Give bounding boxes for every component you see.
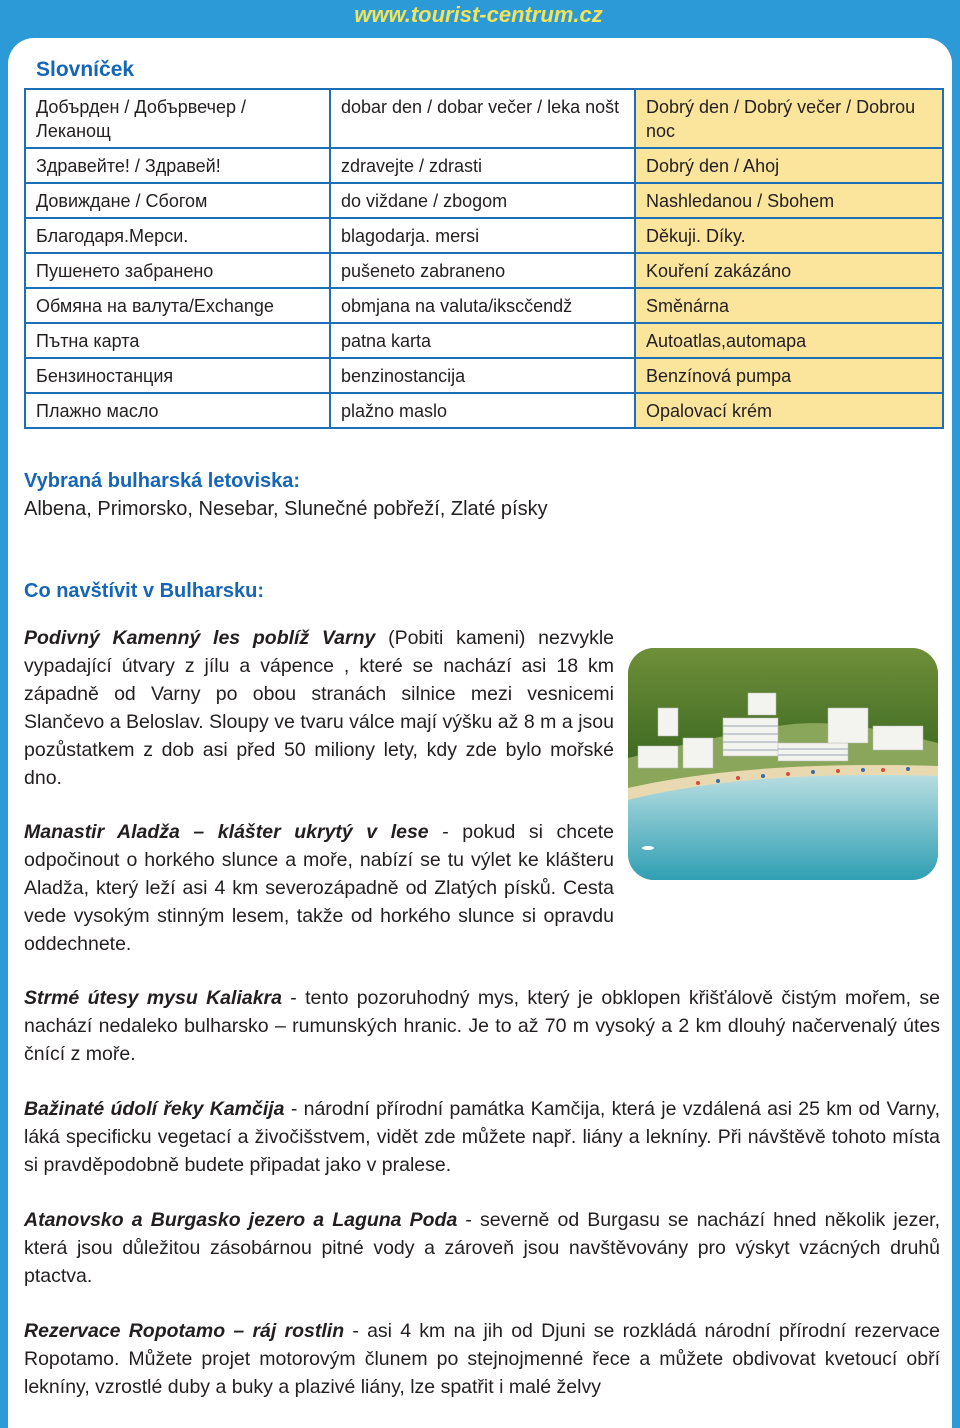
- transliteration-cell: pušeneto zabraneno: [330, 253, 635, 288]
- visit-item-text: (Pobiti kameni) nezvykle vypadající útvary z jílu a vápence , které se nachází asi 18 km západně od Varny po obou stranách silnice mezi vesnicemi Slančevo a Beloslav. Sloupy ve tvaru válce mají výšku až 8 m a jsou pozůstatkem z dob asi před 50 miliony lety, kdy zde bylo mořské dno.: [24, 627, 614, 789]
- bulgarian-cell: Довиждане / Сбогом: [25, 183, 330, 218]
- visit-item-heading: Bažinaté údolí řeky Kamčija: [24, 1098, 285, 1120]
- visit-item-text: - severně od Burgasu se nachází hned několik jezer, která jsou důležitou zásobárnou pitné vody a zároveň jsou navštěvovány pro výskyt vzácných druhů ptactva.: [24, 1209, 940, 1287]
- transliteration-cell: obmjana na valuta/ikscčendž: [330, 288, 635, 323]
- resorts-list: Albena, Primorsko, Nesebar, Slunečné pobřeží, Zlaté písky: [24, 498, 548, 520]
- dictionary-row: [25, 183, 943, 218]
- transliteration-cell: blagodarja. mersi: [330, 218, 635, 253]
- visit-item-heading: Rezervace Ropotamo – ráj rostlin: [24, 1320, 345, 1342]
- visit-item-aladza: [24, 818, 614, 958]
- visit-item-heading: Manastir Aladža – klášter ukrytý v lese: [24, 821, 429, 843]
- visit-item-heading: Podivný Kamenný les poblíž Varny: [24, 627, 376, 649]
- visit-item-heading: Atanovsko a Burgasko jezero a Laguna Poda: [24, 1209, 458, 1231]
- bulgarian-cell: Плажно масло: [25, 393, 330, 428]
- czech-cell: Dobrý den / Ahoj: [635, 148, 943, 183]
- czech-cell: Děkuji. Díky.: [635, 218, 943, 253]
- visit-item-text: - pokud si chcete odpočinout o horkého slunce a moře, nabízí se tu výlet ke klášteru Aladža, který leží asi 4 km severozápadně od Zlatých písků. Cesta vede vysokým stinným lesem, takže od horkého slunce si opravdu oddechnete.: [24, 821, 614, 955]
- bulgarian-cell: Добърден / Добървечер / Леканощ: [25, 89, 330, 148]
- dictionary-row: [25, 253, 943, 288]
- transliteration-cell: patna karta: [330, 323, 635, 358]
- visit-item-kamcija: [24, 1095, 940, 1179]
- czech-cell: Kouření zakázáno: [635, 253, 943, 288]
- bulgarian-cell: Пътна карта: [25, 323, 330, 358]
- bulgarian-cell: Благодаря.Мерси.: [25, 218, 330, 253]
- czech-cell: Opalovací krém: [635, 393, 943, 428]
- bulgarian-cell: Обмяна на валута/Exchange: [25, 288, 330, 323]
- czech-cell: Benzínová pumpa: [635, 358, 943, 393]
- dictionary-title: Slovníček: [36, 58, 135, 81]
- visit-item-ropotamo: [24, 1317, 940, 1401]
- bulgarian-cell: Пушенето забранено: [25, 253, 330, 288]
- transliteration-cell: benzinostancija: [330, 358, 635, 393]
- transliteration-cell: do viždane / zbogom: [330, 183, 635, 218]
- czech-cell: Dobrý den / Dobrý večer / Dobrou noc: [635, 89, 943, 148]
- transliteration-cell: dobar den / dobar večer / leka nošt: [330, 89, 635, 148]
- czech-cell: Nashledanou / Sbohem: [635, 183, 943, 218]
- dictionary-row: [25, 89, 943, 148]
- dictionary-row: [25, 358, 943, 393]
- bulgarian-cell: Бензиностанция: [25, 358, 330, 393]
- beach-resort-photo: [628, 648, 938, 880]
- czech-cell: Směnárna: [635, 288, 943, 323]
- resorts-title: Vybraná bulharská letoviska:: [24, 470, 301, 492]
- visit-item-kaliakra: [24, 984, 940, 1068]
- visit-title: Co navštívit v Bulharsku:: [24, 580, 265, 602]
- site-url[interactable]: www.tourist-centrum.cz: [354, 2, 603, 27]
- czech-cell: Autoatlas,automapa: [635, 323, 943, 358]
- dictionary-row: [25, 288, 943, 323]
- dictionary-row: [25, 393, 943, 428]
- visit-item-kamenny-les: [24, 624, 614, 792]
- visit-item-text: - národní přírodní památka Kamčija, která je vzdálená asi 25 km od Varny, láká specificku vegetací a živočišstvem, vidět zde můžete např. liány a lekníny. Při návštěvě tohoto místa si pravděpodobně budete připadat jako v pralese.: [24, 1098, 940, 1176]
- transliteration-cell: zdravejte / zdrasti: [330, 148, 635, 183]
- transliteration-cell: plažno maslo: [330, 393, 635, 428]
- visit-item-text: - tento pozoruhodný mys, který je obklopen křišťálově čistým mořem, se nachází nedaleko bulharsko – rumunských hranic. Je to až 70 m vysoký a 2 km dlouhý načervenalý útes čnící z moře.: [24, 987, 940, 1065]
- visit-item-text: - asi 4 km na jih od Djuni se rozkládá národní přírodní rezervace Ropotamo. Můžete projet motorovým člunem po stejnojmenné řece a můžete obdivovat kvetoucí obří lekníny, vzrostlé duby a buky a plazivé liány, lze spatřit i malé želvy: [24, 1320, 940, 1398]
- dictionary-row: [25, 323, 943, 358]
- dictionary-row: [25, 148, 943, 183]
- visit-item-atanovsko: [24, 1206, 940, 1290]
- dictionary-table: [24, 88, 944, 429]
- dictionary-row: [25, 218, 943, 253]
- bulgarian-cell: Здравейте! / Здравей!: [25, 148, 330, 183]
- visit-item-heading: Strmé útesy mysu Kaliakra: [24, 987, 282, 1009]
